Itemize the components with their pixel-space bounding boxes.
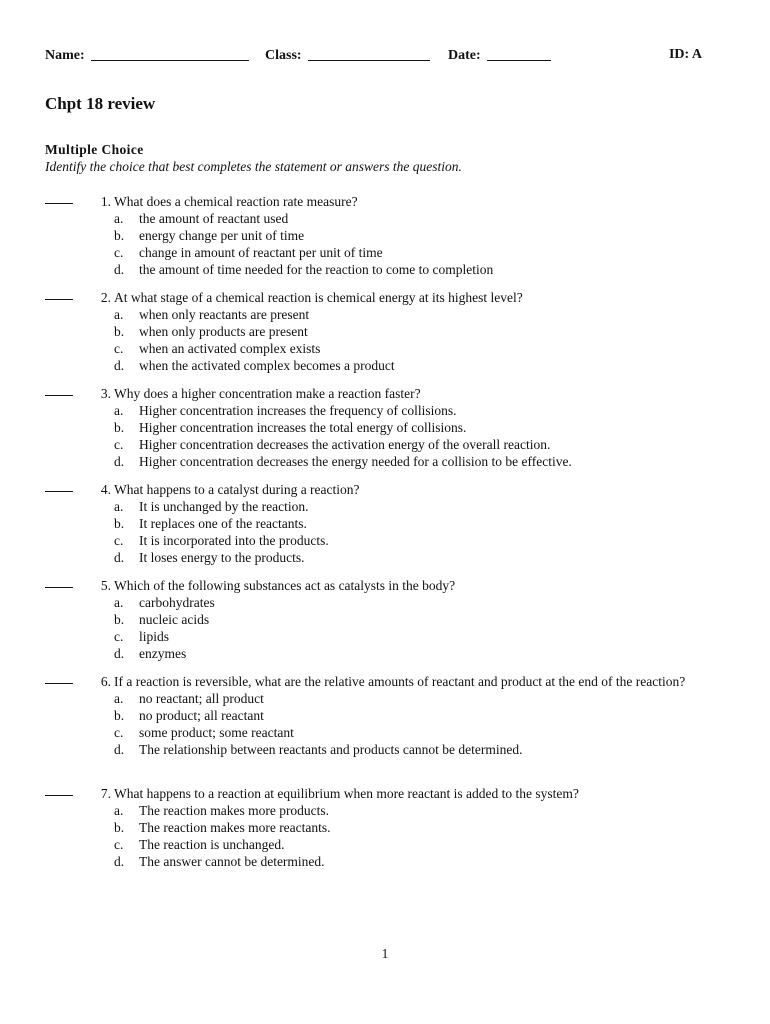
choice-a xyxy=(114,210,700,227)
date-blank[interactable] xyxy=(487,47,551,61)
choice-letter: a. xyxy=(114,403,124,418)
choice-b xyxy=(114,707,700,724)
class-label: Class: xyxy=(265,48,302,63)
question-text: Why does a higher concentration make a reaction faster? xyxy=(114,386,421,401)
choice-text: The answer cannot be determined. xyxy=(139,854,325,869)
question-text: Which of the following substances act as catalysts in the body? xyxy=(114,578,456,593)
choice-letter: b. xyxy=(114,228,125,243)
choice-c xyxy=(114,628,700,645)
choice-letter: d. xyxy=(114,262,125,277)
choice-text: It is unchanged by the reaction. xyxy=(139,499,309,514)
name-label: Name: xyxy=(45,48,85,63)
choice-a xyxy=(114,306,700,323)
choice-text: The relationship between reactants and products cannot be determined. xyxy=(139,742,523,757)
choice-text: Higher concentration decreases the energy needed for a collision to be effective. xyxy=(139,454,572,469)
question-1 xyxy=(45,193,700,278)
choice-d xyxy=(114,853,700,870)
choice-letter: d. xyxy=(114,454,125,469)
choice-d xyxy=(114,645,700,662)
choice-letter: c. xyxy=(114,341,124,356)
choice-letter: c. xyxy=(114,725,124,740)
class-blank[interactable] xyxy=(308,47,430,61)
choice-text: Higher concentration decreases the activation energy of the overall reaction. xyxy=(139,437,551,452)
question-3 xyxy=(45,385,700,470)
choice-letter: d. xyxy=(114,742,125,757)
choice-letter: a. xyxy=(114,211,124,226)
choice-text: energy change per unit of time xyxy=(139,228,305,243)
question-number: 2. xyxy=(100,290,111,305)
choice-text: It loses energy to the products. xyxy=(139,550,305,565)
choice-text: when an activated complex exists xyxy=(139,341,321,356)
choice-letter: c. xyxy=(114,629,124,644)
choice-text: The reaction makes more reactants. xyxy=(139,820,331,835)
choice-letter: a. xyxy=(114,595,124,610)
choice-letter: c. xyxy=(114,837,124,852)
choice-d xyxy=(114,453,700,470)
answer-blank[interactable] xyxy=(45,673,73,684)
choice-d xyxy=(114,357,700,374)
choice-d xyxy=(114,261,700,278)
answer-blank[interactable] xyxy=(45,289,73,300)
answer-blank[interactable] xyxy=(45,193,73,204)
choice-letter: c. xyxy=(114,437,124,452)
id-label: ID: A xyxy=(668,47,702,62)
question-2 xyxy=(45,289,700,374)
question-text: What does a chemical reaction rate measure? xyxy=(114,194,358,209)
choice-text: carbohydrates xyxy=(139,595,215,610)
choice-letter: a. xyxy=(114,499,124,514)
choice-text: lipids xyxy=(139,629,170,644)
choice-text: The reaction makes more products. xyxy=(139,803,330,818)
choice-b xyxy=(114,611,700,628)
choice-c xyxy=(114,340,700,357)
class-field xyxy=(265,47,430,64)
choice-a xyxy=(114,402,700,419)
choice-text: nucleic acids xyxy=(139,612,210,627)
choice-c xyxy=(114,244,700,261)
choice-letter: b. xyxy=(114,324,125,339)
choice-letter: b. xyxy=(114,516,125,531)
date-field xyxy=(448,47,551,64)
page-header xyxy=(45,47,702,67)
page-title: Chpt 18 review xyxy=(45,94,156,113)
choice-letter: a. xyxy=(114,691,124,706)
choice-text: some product; some reactant xyxy=(139,725,294,740)
choice-text: Higher concentration increases the frequency of collisions. xyxy=(139,403,457,418)
choice-c xyxy=(114,532,700,549)
answer-blank[interactable] xyxy=(45,481,73,492)
page-number: 1 xyxy=(381,946,389,961)
question-number: 4. xyxy=(100,482,111,497)
question-text: At what stage of a chemical reaction is chemical energy at its highest level? xyxy=(114,290,523,305)
choice-text: no product; all reactant xyxy=(139,708,264,723)
question-6 xyxy=(45,673,700,758)
choice-letter: b. xyxy=(114,420,125,435)
choice-text: the amount of time needed for the reaction to come to completion xyxy=(139,262,494,277)
choice-letter: d. xyxy=(114,854,125,869)
question-5 xyxy=(45,577,700,662)
section-title: Multiple Choice xyxy=(45,142,144,157)
choice-text: enzymes xyxy=(139,646,187,661)
choice-text: change in amount of reactant per unit of time xyxy=(139,245,383,260)
choice-c xyxy=(114,836,700,853)
choice-text: It is incorporated into the products. xyxy=(139,533,329,548)
choice-letter: b. xyxy=(114,612,125,627)
choice-b xyxy=(114,419,700,436)
question-number: 7. xyxy=(100,786,111,801)
choice-d xyxy=(114,549,700,566)
answer-blank[interactable] xyxy=(45,577,73,588)
choice-a xyxy=(114,802,700,819)
choice-letter: a. xyxy=(114,803,124,818)
choice-letter: b. xyxy=(114,820,125,835)
question-4 xyxy=(45,481,700,566)
choice-letter: d. xyxy=(114,358,125,373)
choice-letter: c. xyxy=(114,533,124,548)
choice-text: the amount of reactant used xyxy=(139,211,289,226)
choice-text: when only reactants are present xyxy=(139,307,310,322)
choice-letter: b. xyxy=(114,708,125,723)
question-text: What happens to a catalyst during a reaction? xyxy=(114,482,360,497)
choice-letter: c. xyxy=(114,245,124,260)
question-number: 1. xyxy=(100,194,111,209)
date-label: Date: xyxy=(448,48,481,63)
question-text: What happens to a reaction at equilibrium when more reactant is added to the system? xyxy=(114,786,579,801)
question-number: 3. xyxy=(100,386,111,401)
choice-c xyxy=(114,436,700,453)
choice-b xyxy=(114,227,700,244)
answer-blank[interactable] xyxy=(45,785,73,796)
choice-a xyxy=(114,690,700,707)
choice-text: The reaction is unchanged. xyxy=(139,837,285,852)
choice-d xyxy=(114,741,700,758)
choice-a xyxy=(114,594,700,611)
choice-text: no reactant; all product xyxy=(139,691,264,706)
question-number: 6. xyxy=(100,674,111,689)
name-blank[interactable] xyxy=(91,47,249,61)
question-7 xyxy=(45,785,700,870)
choice-b xyxy=(114,323,700,340)
choice-text: when the activated complex becomes a product xyxy=(139,358,395,373)
choice-text: It replaces one of the reactants. xyxy=(139,516,307,531)
choice-b xyxy=(114,515,700,532)
answer-blank[interactable] xyxy=(45,385,73,396)
choice-letter: a. xyxy=(114,307,124,322)
section-instructions: Identify the choice that best completes the statement or answers the question. xyxy=(45,159,462,174)
choice-a xyxy=(114,498,700,515)
question-text: If a reaction is reversible, what are the relative amounts of reactant and product at the end of the reaction? xyxy=(114,674,686,689)
choice-text: when only products are present xyxy=(139,324,308,339)
choice-letter: d. xyxy=(114,646,125,661)
choice-text: Higher concentration increases the total energy of collisions. xyxy=(139,420,467,435)
question-number: 5. xyxy=(100,578,111,593)
choice-letter: d. xyxy=(114,550,125,565)
choice-b xyxy=(114,819,700,836)
name-field xyxy=(45,47,249,64)
choice-c xyxy=(114,724,700,741)
